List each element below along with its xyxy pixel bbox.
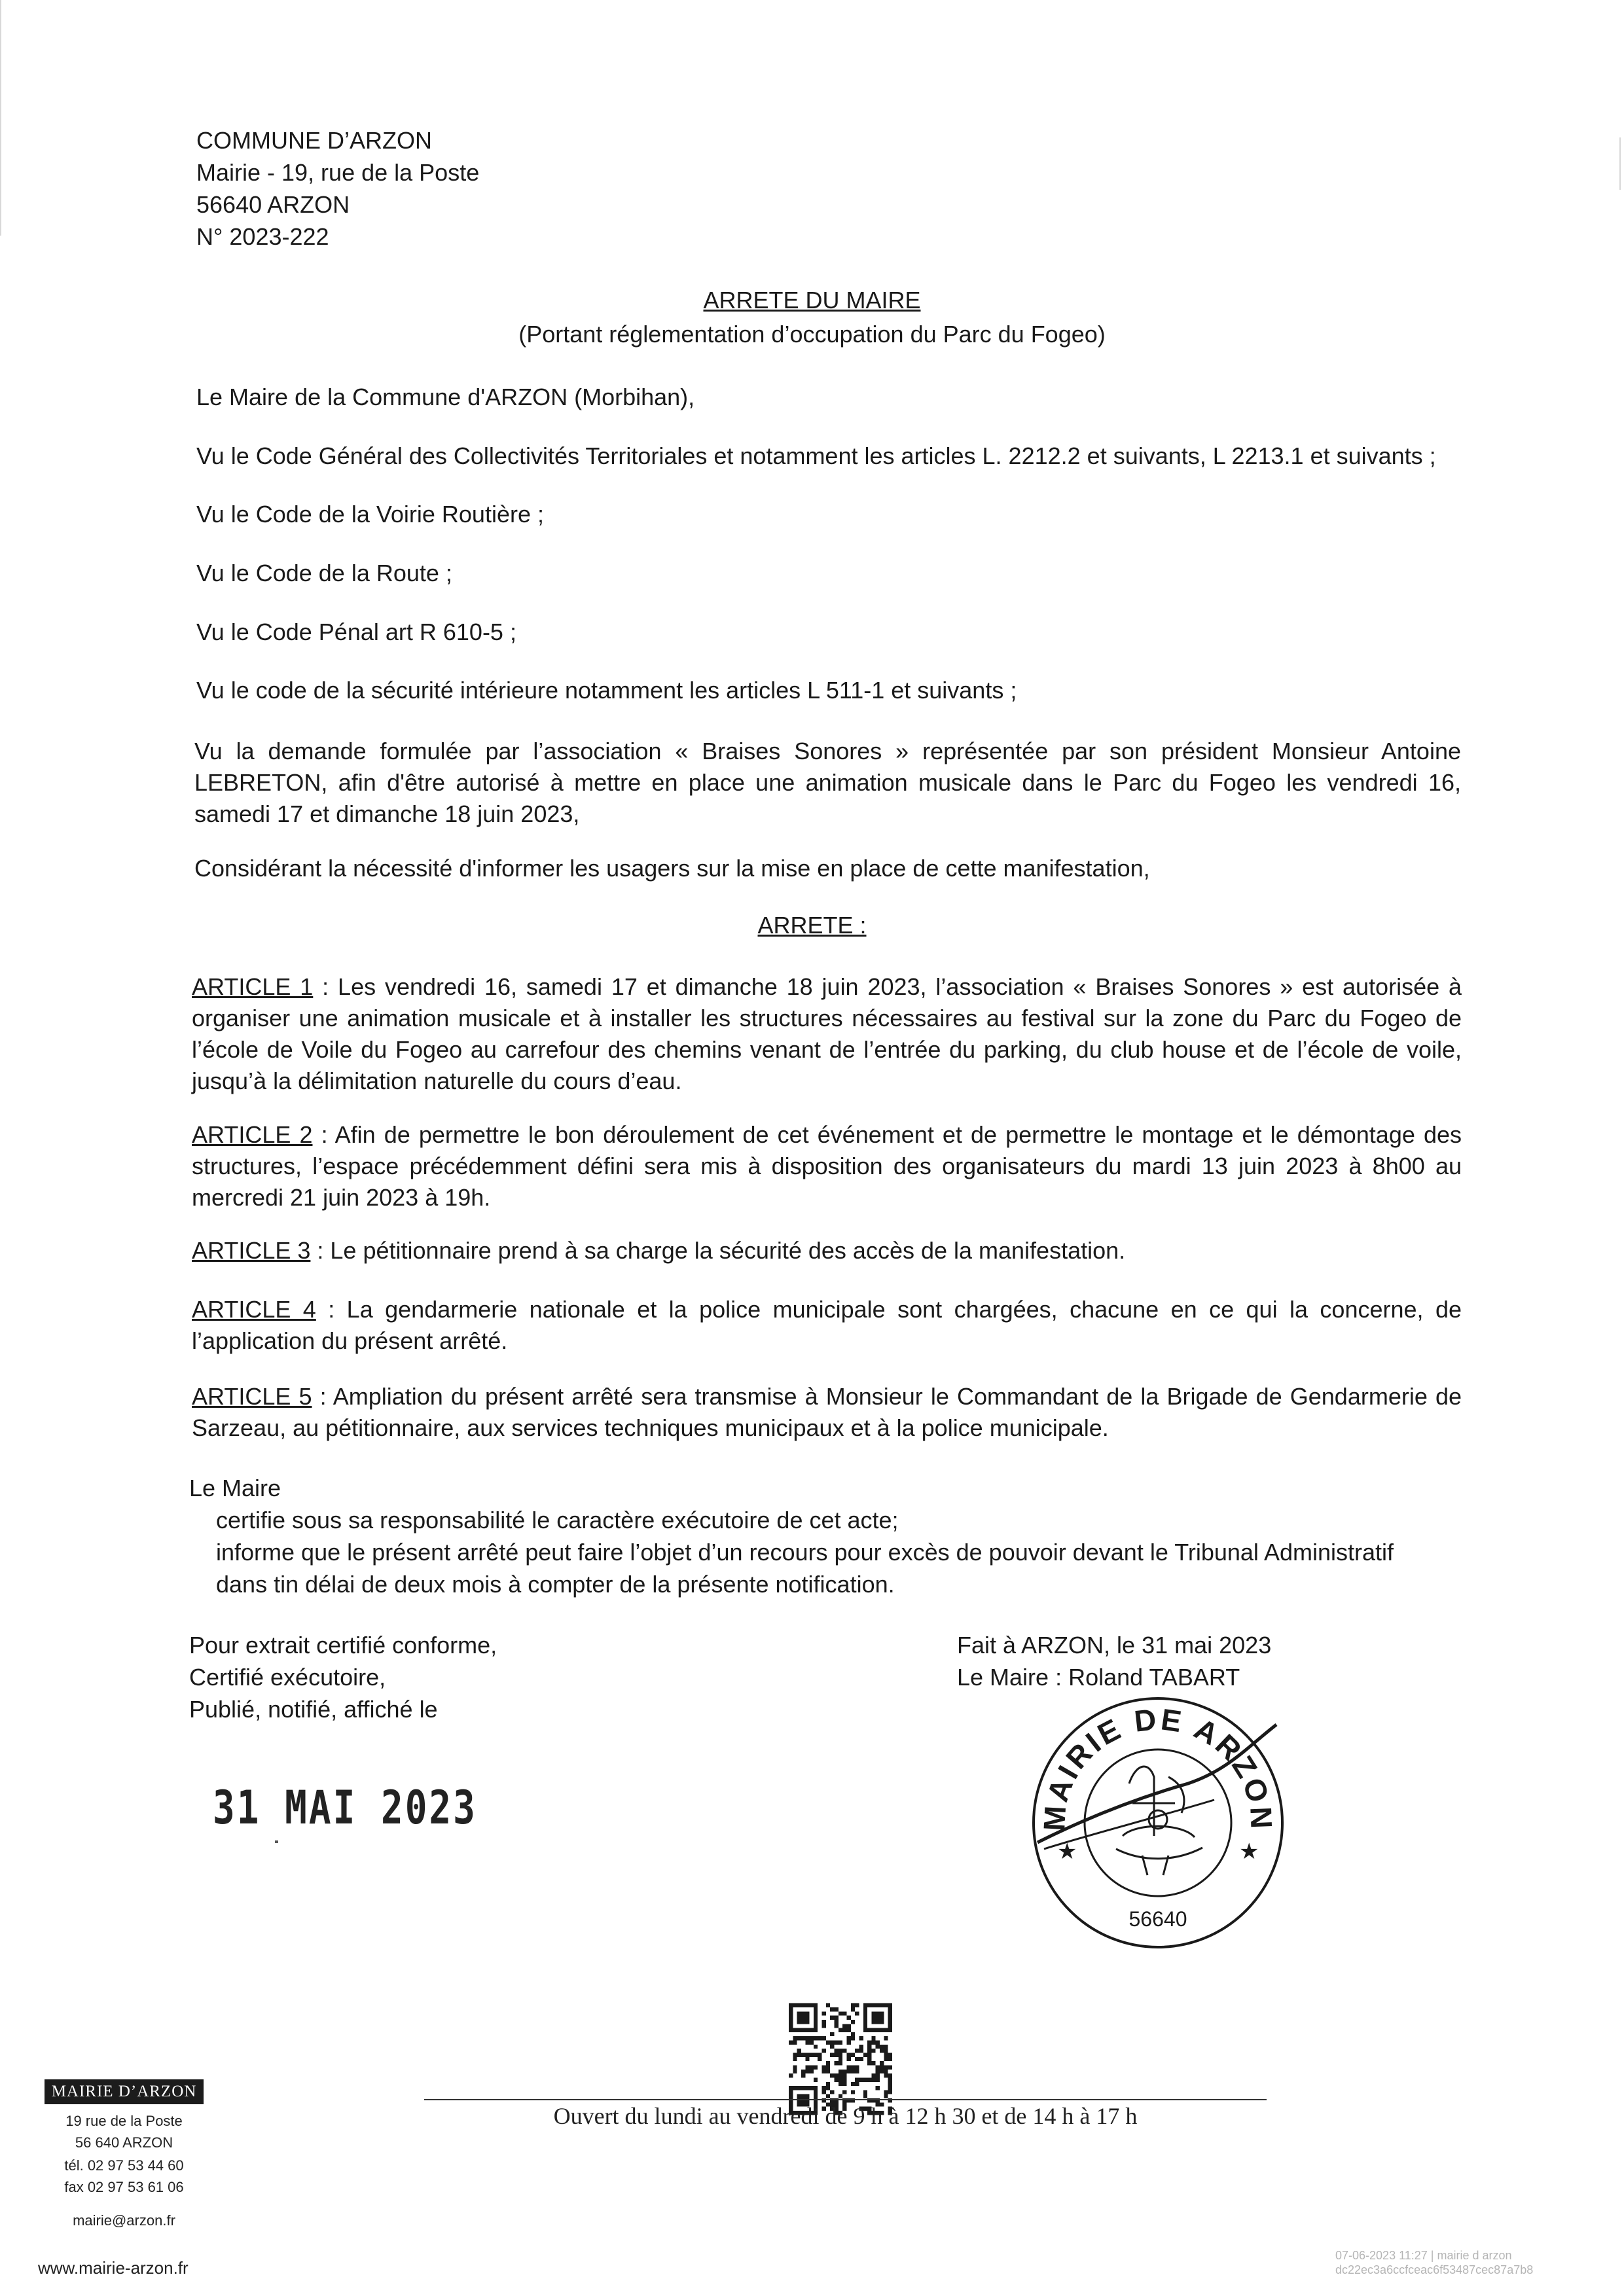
article-3 [192,1235,1462,1266]
stamp-speck [275,1840,278,1843]
mairie-address: Mairie - 19, rue de la Poste [196,159,480,186]
consideration-securite: Vu le code de la sécurité intérieure notamment les articles L 511-1 et suivants ; [196,677,1017,704]
decree-subtitle: (Portant réglementation d’occupation du Parc du Fogeo) [518,321,1106,348]
footer-address: 19 rue de la Poste [65,2113,183,2129]
article-5 [192,1381,1462,1444]
letterhead [196,124,479,253]
certified-executory: Certifié exécutoire, [189,1664,386,1691]
seal-star-right: ★ [1239,1839,1259,1865]
footer-postal: 56 640 ARZON [75,2134,173,2151]
svg-text:MAIRIE DE ARZON [1037,1702,1278,1832]
footer-divider [424,2099,1267,2100]
article-3-label: ARTICLE 3 [192,1237,311,1264]
scan-hash: dc22ec3a6ccfceac6f53487cec87a7b8 [1335,2263,1534,2276]
certification-heading: Le Maire [189,1475,281,1501]
mayor-name: Le Maire : Roland TABART [957,1664,1240,1691]
article-1 [192,971,1462,1097]
footer-website: www.mairie-arzon.fr [38,2258,189,2278]
postal-city: 56640 ARZON [196,191,350,218]
mairie-logo: MAIRIE D’ARZON [45,2079,204,2104]
seal-star-left: ★ [1057,1839,1077,1865]
intro-line: Le Maire de la Commune d'ARZON (Morbihan), [196,384,695,410]
scan-timestamp: 07-06-2023 11:27 | mairie d arzon [1335,2249,1512,2262]
consideration-demande: Vu la demande formulée par l’association « Braises Sonores » représentée par son président Monsieur Antoine LEBRETON, afin d'être autorisé à mettre en place une animation musicale dans le Parc du Fogeo les vendredi 16, samedi 17 et dimanche 18 juin 2023, [194,738,1461,827]
certification-line-2: informe que le présent arrêté peut faire l’objet d’un recours pour excès de pouvoir devant le Tribunal Administratif [216,1539,1394,1566]
certification-line-3: dans tin délai de deux mois à compter de la présente notification. [216,1571,895,1598]
article-5-label: ARTICLE 5 [192,1383,312,1410]
mairie-seal [1018,1685,1299,1960]
opening-hours: Ouvert du lundi au vendredi de 9 h à 12 h 30 et de 14 h à 17 h [553,2103,1138,2129]
commune-name: COMMUNE D’ARZON [196,127,432,154]
article-3-text: : Le pétitionnaire prend à sa charge la sécurité des accès de la manifestation. [310,1237,1126,1264]
extract-certified: Pour extrait certifié conforme, [189,1632,497,1659]
scan-edge-right [1619,137,1621,190]
decree-title [0,287,1624,314]
footer-phone: tél. 02 97 53 44 60 [64,2157,184,2174]
article-1-text: : Les vendredi 16, samedi 17 et dimanche 18 juin 2023, l’association « Braises Sonores » est autorisée à organiser une animation musicale et à installer les structures nécessaires au festival sur la zone du Parc du Fogeo de l’école de Voile du Fogeo au carrefour des chemins venant de l’entrée du parking, du club house et de l’école de voile, jusqu’à la délimitation naturelle du cours d’eau. [192,973,1462,1094]
scan-edge-left [0,0,1,236]
consideration-penal: Vu le Code Pénal art R 610-5 ; [196,619,516,645]
article-4-text: : La gendarmerie nationale et la police municipale sont chargées, chacune en ce qui la concerne, de l’application du présent arrêté. [192,1296,1462,1354]
article-2-text: : Afin de permettre le bon déroulement de cet événement et de permettre le montage et le démontage des structures, l’espace précédemment défini sera mis à disposition des organisateurs du mardi 13 juin 2023 à 8h00 au mercredi 21 juin 2023 à 19h. [192,1121,1462,1211]
published-notified: Publié, notifié, affiché le [189,1696,438,1723]
seal-postal: 56640 [1128,1907,1187,1931]
decree-number: N° 2023-222 [196,223,329,250]
article-4-label: ARTICLE 4 [192,1296,316,1323]
arrete-heading-text: ARRETE : [757,912,867,939]
consideration-cgct: Vu le Code Général des Collectivités Territoriales et notamment les articles L. 2212.2 et suivants, L 2213.1 et suivants ; [196,442,1436,469]
consideration-voirie: Vu le Code de la Voirie Routière ; [196,501,544,528]
article-2-label: ARTICLE 2 [192,1121,313,1148]
article-1-label: ARTICLE 1 [192,973,314,1000]
article-4 [192,1294,1462,1357]
arrete-heading [0,912,1624,939]
footer-fax: fax 02 97 53 61 06 [64,2179,184,2195]
date-stamp: 31 MAI 2023 [213,1782,477,1835]
signed-place-date: Fait à ARZON, le 31 mai 2023 [957,1632,1272,1659]
decree-title-text: ARRETE DU MAIRE [703,287,921,314]
seal-text: MAIRIE DE ARZON [1037,1702,1279,1832]
scan-metadata [1335,2248,1533,2277]
certification-line-1: certifie sous sa responsabilité le caractère exécutoire de cet acte; [216,1507,899,1534]
article-5-text: : Ampliation du présent arrêté sera transmise à Monsieur le Commandant de la Brigade de Gendarmerie de Sarzeau, au pétitionnaire, aux services techniques municipaux et à la police municipale. [192,1383,1462,1441]
footer-email: mairie@arzon.fr [73,2212,175,2229]
consideration-route: Vu le Code de la Route ; [196,560,452,586]
article-2 [192,1119,1462,1213]
consideration-information: Considérant la nécessité d'informer les usagers sur la mise en place de cette manifestation, [194,855,1150,882]
